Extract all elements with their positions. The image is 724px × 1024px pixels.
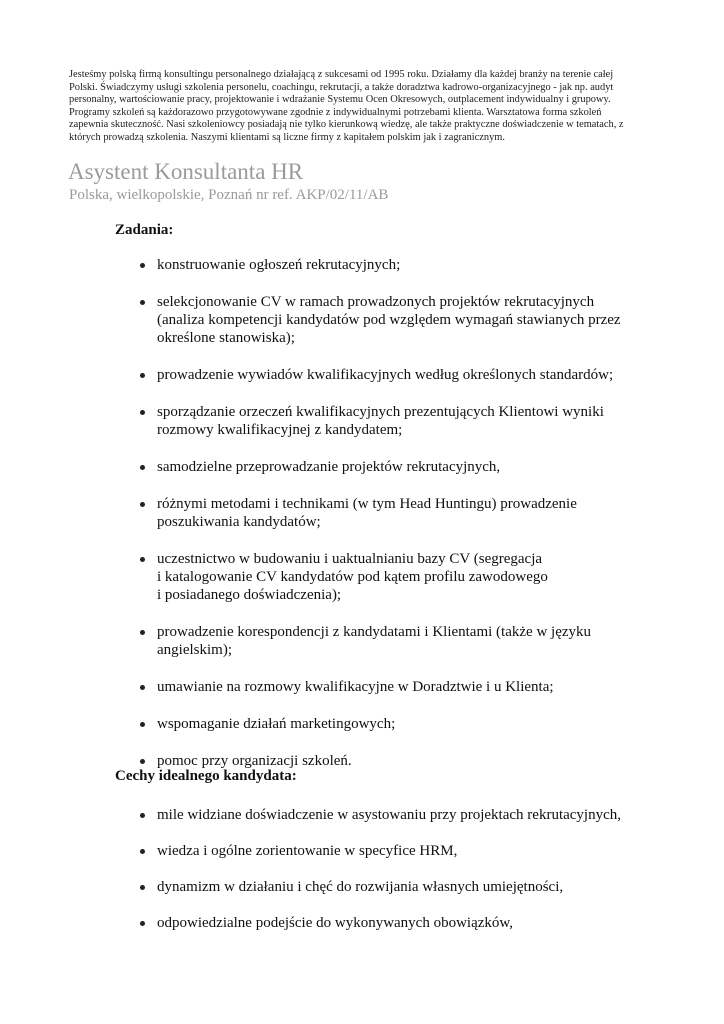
intro-line: Polski. Świadczymy usługi szkolenia personelu, coachingu, rekrutacji, a także doradztwa kadrowo-organizacyjnego - jak np. audyt	[69, 81, 614, 93]
task-item	[137, 623, 617, 659]
intro-line: Jesteśmy polską firmą konsultingu personalnego działającą z sukcesami od 1995 roku. Działamy dla każdej branży na terenie całej	[69, 69, 614, 80]
bullet-icon	[140, 813, 145, 818]
bullet-icon	[140, 465, 145, 470]
bullet-icon	[140, 759, 145, 764]
job-location-reference: Polska, wielkopolskie, Poznań nr ref. AKP/02/11/AB	[69, 187, 389, 203]
task-text: rozmowy kwalifikacyjnej z kandydatem;	[157, 422, 403, 438]
task-item	[137, 678, 617, 696]
company-intro-paragraph	[69, 69, 659, 145]
bullet-icon	[140, 722, 145, 727]
task-text: prowadzenie korespondencji z kandydatami i Klientami (także w języku	[157, 624, 592, 640]
trait-text: wiedza i ogólne zorientowanie w specyfice HRM,	[157, 843, 458, 859]
bullet-icon	[140, 373, 145, 378]
task-text: selekcjonowanie CV w ramach prowadzonych projektów rekrutacyjnych	[157, 294, 595, 310]
trait-text: odpowiedzialne podejście do wykonywanych obowiązków,	[157, 915, 514, 931]
bullet-icon	[140, 921, 145, 926]
task-item	[137, 715, 617, 733]
task-item	[137, 366, 617, 384]
task-item	[137, 495, 617, 531]
task-item	[137, 458, 617, 476]
task-text: prowadzenie wywiadów kwalifikacyjnych według określonych standardów;	[157, 367, 614, 383]
task-item	[137, 256, 617, 274]
task-text: konstruowanie ogłoszeń rekrutacyjnych;	[157, 257, 401, 273]
intro-line: zapewnia skuteczność. Nasi szkoleniowcy posiadają nie tylko kierunkową wiedzę, ale także praktyczne doświadczenie w tematach, z	[69, 119, 624, 131]
bullet-icon	[140, 885, 145, 890]
task-text: angielskim);	[157, 642, 232, 658]
trait-item	[137, 806, 621, 824]
task-text: uczestnictwo w budowaniu i uaktualnianiu bazy CV (segregacja	[157, 551, 543, 567]
task-text: określone stanowiska);	[157, 330, 295, 346]
job-title: Asystent Konsultanta HR	[68, 159, 304, 184]
task-text: samodzielne przeprowadzanie projektów rekrutacyjnych,	[157, 459, 501, 475]
task-text: umawianie na rozmowy kwalifikacyjne w Doradztwie i u Klienta;	[157, 679, 554, 695]
bullet-icon	[140, 410, 145, 415]
task-text: i posiadanego doświadczenia);	[157, 587, 342, 603]
task-text: wspomaganie działań marketingowych;	[157, 716, 396, 732]
trait-text: dynamizm w działaniu i chęć do rozwijania własnych umiejętności,	[157, 879, 564, 895]
intro-line: Programy szkoleń są każdorazowo przygotowywane zgodnie z indywidualnymi potrzebami klienta. Warsztatowa forma szkoleń	[69, 106, 602, 118]
bullet-icon	[140, 263, 145, 268]
bullet-icon	[140, 630, 145, 635]
bullet-icon	[140, 300, 145, 305]
task-text: poszukiwania kandydatów;	[157, 514, 321, 530]
task-text: sporządzanie orzeczeń kwalifikacyjnych prezentujących Klientowi wyniki	[157, 404, 604, 420]
trait-text: mile widziane doświadczenie w asystowaniu przy projektach rekrutacyjnych,	[157, 807, 621, 823]
task-item	[137, 550, 617, 604]
task-item	[137, 293, 621, 347]
intro-line: których prowadzą szkolenia. Naszymi klientami są liczne firmy z kapitałem polskim jak i zagranicznym.	[69, 131, 505, 143]
task-text: i katalogowanie CV kandydatów pod kątem profilu zawodowego	[157, 569, 548, 585]
trait-item	[137, 914, 617, 932]
tasks-list	[137, 256, 621, 789]
task-item	[137, 403, 617, 439]
candidate-traits-list	[137, 806, 621, 950]
candidate-traits-heading: Cechy idealnego kandydata:	[115, 768, 297, 784]
bullet-icon	[140, 685, 145, 690]
bullet-icon	[140, 502, 145, 507]
task-text: pomoc przy organizacji szkoleń.	[157, 753, 352, 769]
task-text: różnymi metodami i technikami (w tym Head Huntingu) prowadzenie	[157, 496, 577, 512]
trait-item	[137, 842, 617, 860]
trait-item	[137, 878, 617, 896]
bullet-icon	[140, 557, 145, 562]
bullet-icon	[140, 849, 145, 854]
tasks-heading: Zadania:	[115, 222, 174, 238]
intro-line: personalny, wartościowanie pracy, projektowanie i wdrażanie Systemu Ocen Okresowych, outplacement indywidualny i grupowy.	[69, 94, 611, 106]
task-text: (analiza kompetencji kandydatów pod względem wymagań stawianych przez	[157, 312, 621, 328]
